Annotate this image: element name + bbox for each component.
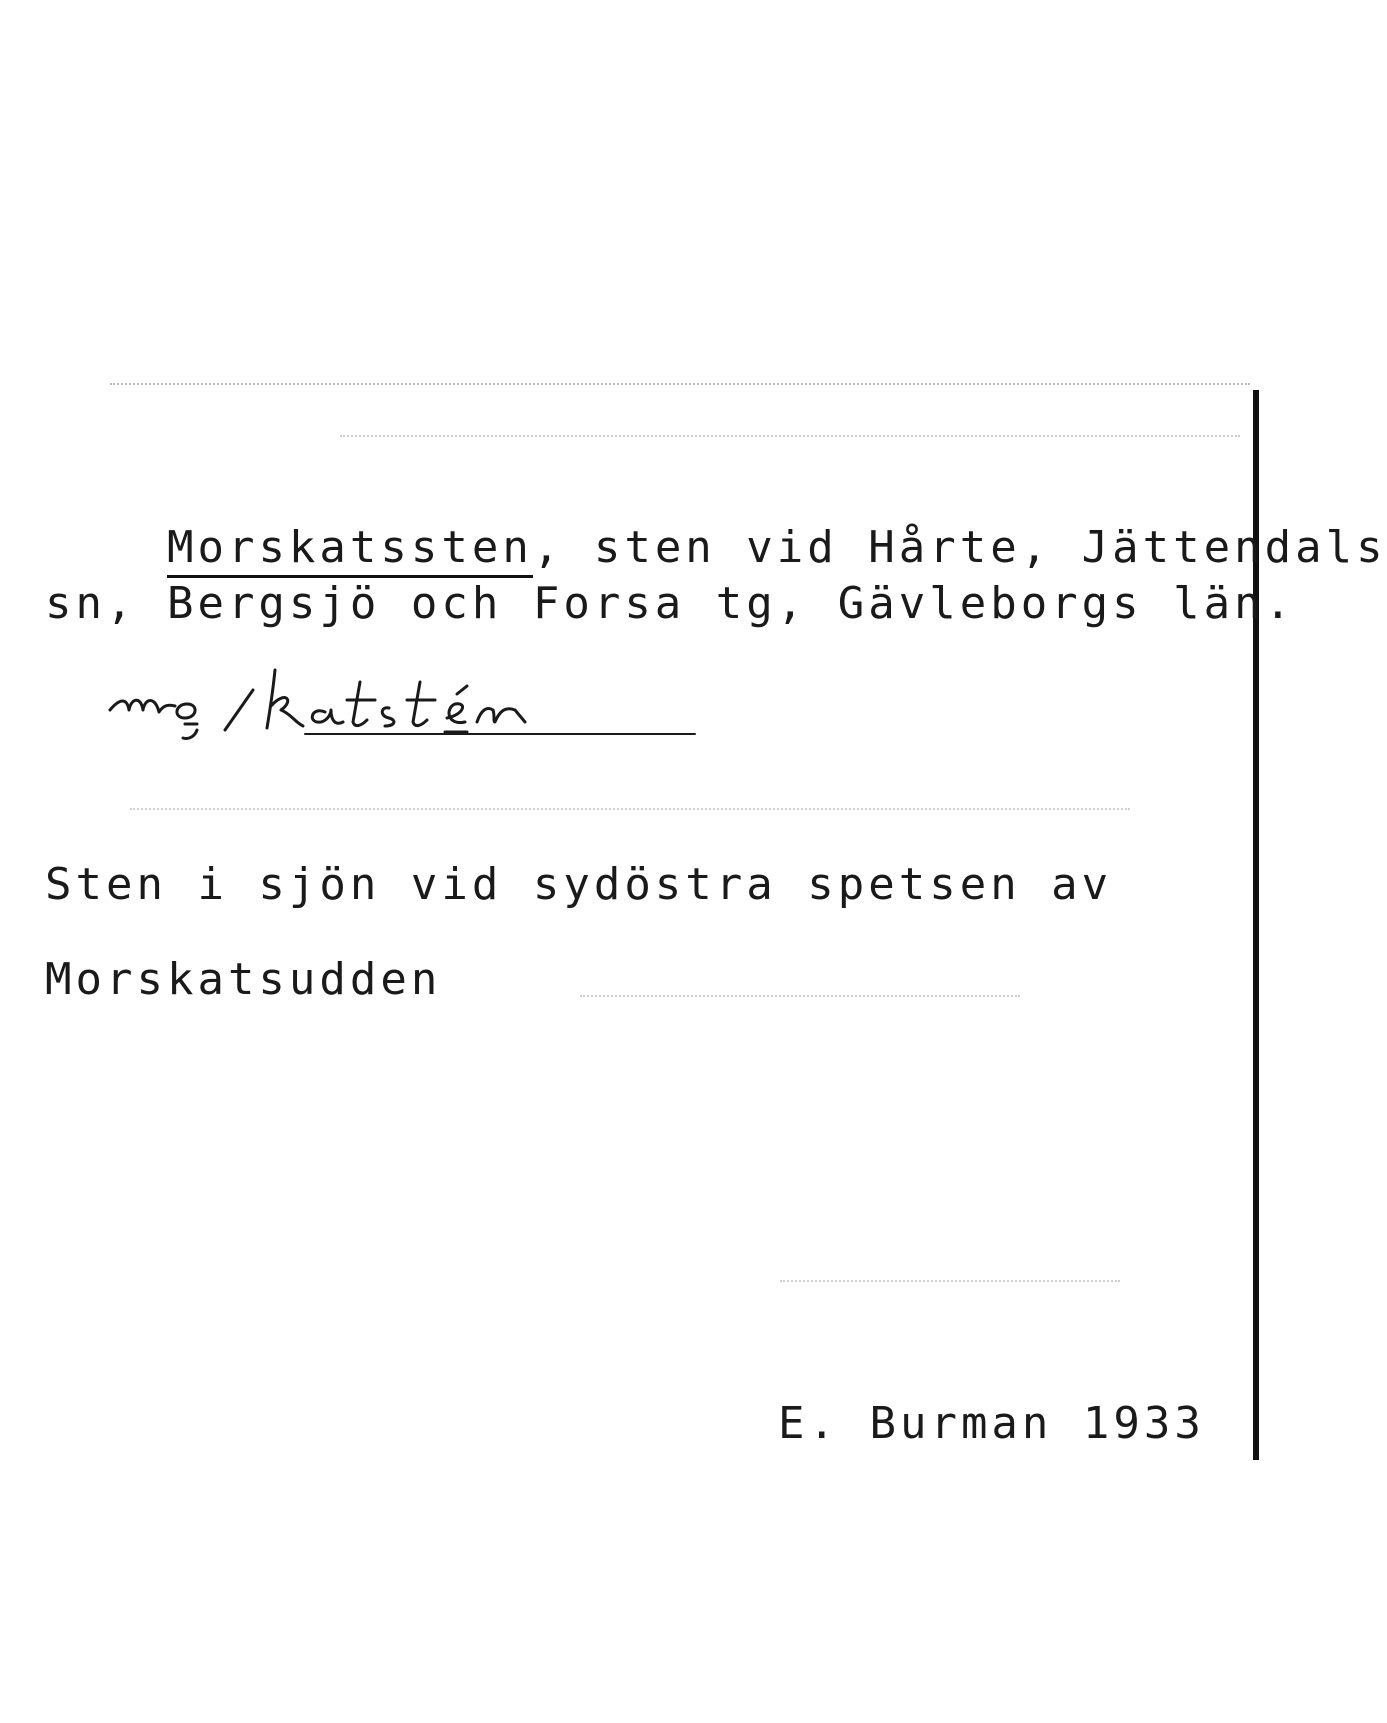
handwritten-pronunciation: [105, 660, 745, 760]
faint-dotted-rule: [130, 808, 1130, 810]
headword: Morskatssten: [167, 522, 533, 578]
entry-line-2: sn, Bergsjö och Forsa tg, Gävleborgs län.: [45, 578, 1296, 629]
faint-dotted-rule: [580, 995, 1020, 997]
signature: E. Burman 1933: [778, 1398, 1205, 1449]
top-dotted-rule: [110, 383, 1250, 385]
entry-line-1-text: , sten vid Hårte, Jättendals: [532, 522, 1387, 573]
faint-dotted-rule: [780, 1280, 1120, 1282]
entry-line-4: Morskatsudden: [45, 954, 442, 1005]
faint-dotted-rule: [340, 435, 1240, 437]
entry-line-3: Sten i sjön vid sydöstra spetsen av: [45, 859, 1113, 910]
